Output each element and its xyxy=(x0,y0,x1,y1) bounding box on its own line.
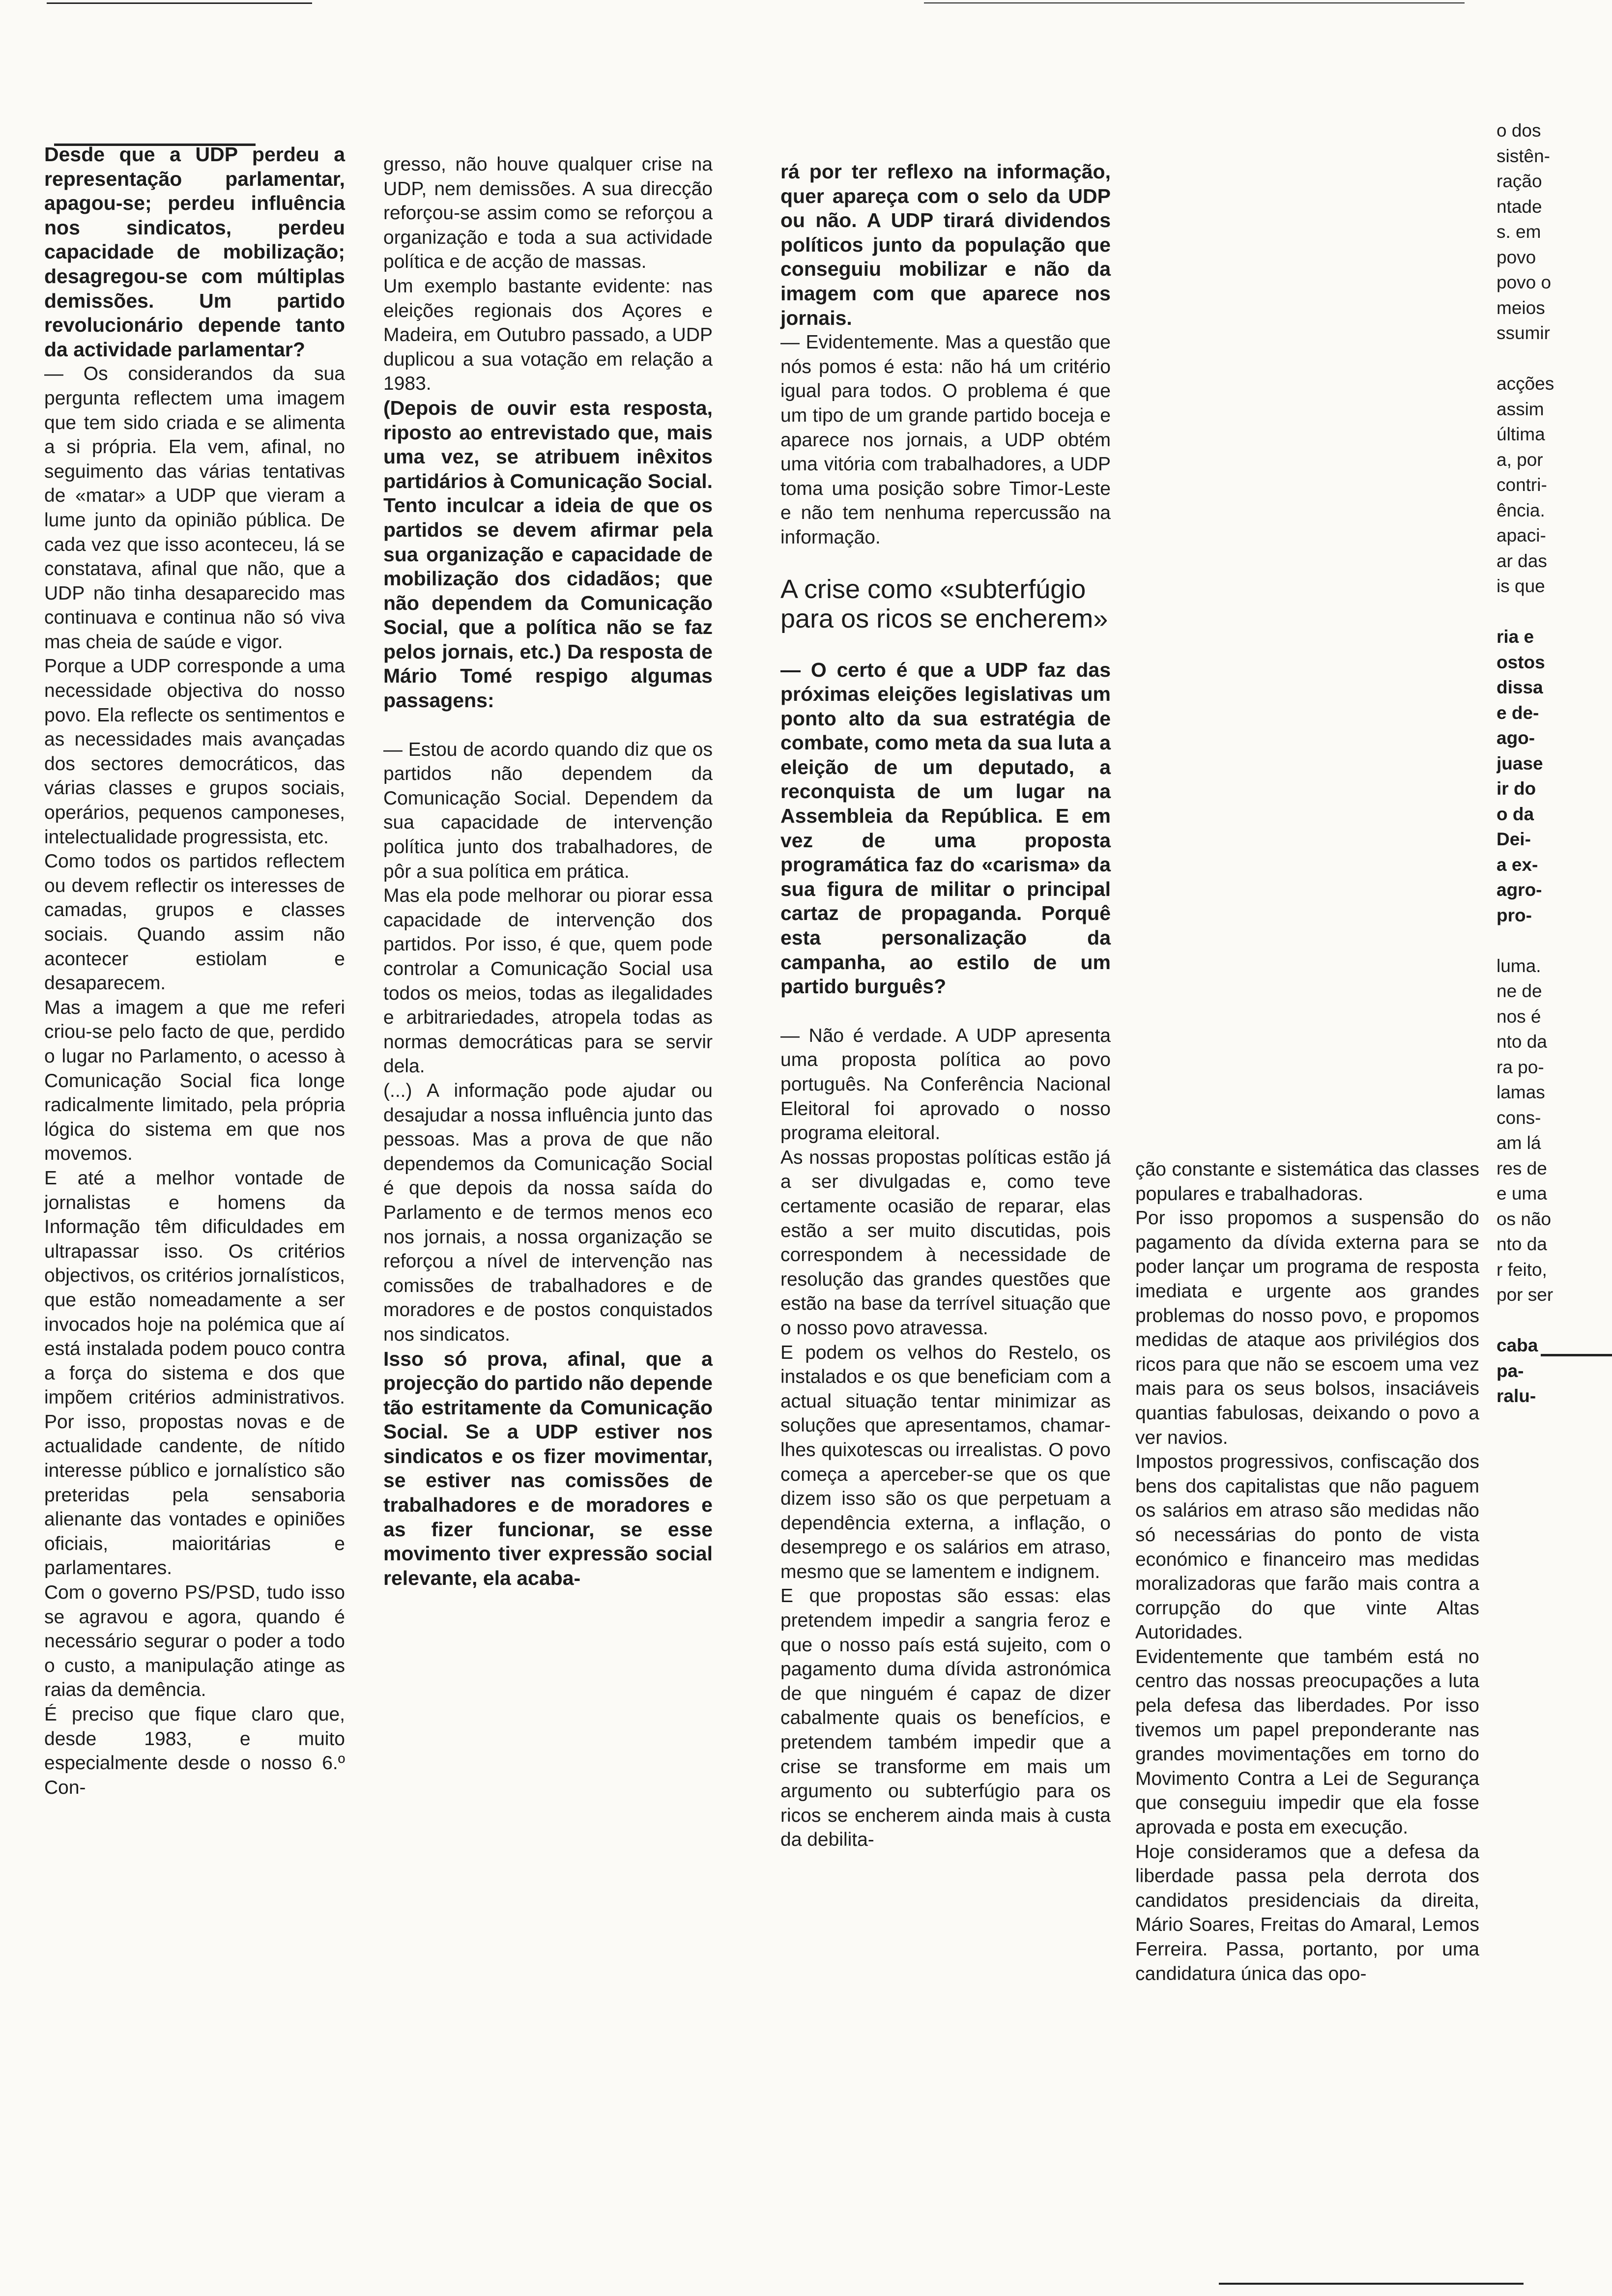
paragraph: — Os considerandos da sua pergunta reflectem uma imagem que tem sido criada e se alimenta a si própria. Ela vem, afinal, no seguimento das várias tentativas de «matar» a UDP que vieram a lume junto da opinião pública. De cada vez que isso aconteceu, lá se constatava, afinal que não, que a UDP não tinha desaparecido mas continuava e continua não só viva mas cheia de saúde e vigor. xyxy=(44,363,345,653)
clipped-line: contri- xyxy=(1497,475,1547,495)
clipped-line: dissa xyxy=(1497,677,1543,697)
clipped-line: ração xyxy=(1497,171,1542,191)
spacer xyxy=(780,550,1111,574)
clipped-line: ne de xyxy=(1497,981,1542,1001)
clipped-line: apaci- xyxy=(1497,525,1546,545)
interview-question: Desde que a UDP perdeu a representação parlamentar, apagou-se; perdeu influência nos sindicatos, perdeu capacidade de mobilização; desagregou-se com múltiplas demissões. Um partido revolucionário depende tanto da actividade parlamentar? xyxy=(44,143,345,361)
clipped-line xyxy=(1497,928,1612,953)
paragraph: — Estou de acordo quando diz que os partidos não dependem da Comunicação Social. Dependem da sua capacidade de intervenção política junto dos trabalhadores, de pôr a sua política em prática. xyxy=(383,739,713,882)
paragraph: Hoje consideramos que a defesa da liberdade passa pela derrota dos candidatos presidenciais da direita, Mário Soares, Freitas do Amaral, Lemos Ferreira. Passa, portanto, por uma candidatura única das opo- xyxy=(1135,1841,1479,1984)
clipped-line: is que xyxy=(1497,576,1545,596)
clipped-line: res de xyxy=(1497,1158,1547,1178)
column-5-clipped xyxy=(1497,118,1612,1409)
paragraph: gresso, não houve qualquer crise na UDP, nem demissões. A sua direcção reforçou-se assim como se reforçou a organização e toda a sua actividade política e de acção de massas. xyxy=(383,154,713,273)
spacer xyxy=(383,713,713,738)
paragraph: Mas a imagem a que me referi criou-se pelo facto de que, perdido o lugar no Parlamento, o acesso à Comunicação Social fica longe radicalmente limitado, pela própria lógica do sistema em que nos movemos. xyxy=(44,997,345,1165)
clipped-line: ência. xyxy=(1497,500,1545,520)
paragraph: Porque a UDP corresponde a uma necessidade objectiva do nosso povo. Ela reflecte os sentimentos e as necessidades mais avançadas dos sectores democráticos, das várias classes e grupos sociais, operários, pequenos camponeses, intelectualidade progressista, etc. xyxy=(44,656,345,848)
interview-question: Isso só prova, afinal, que a projecção do partido não depende tão estritamente da Comunicação Social. Se a UDP estiver nos sindicatos e os fizer movimentar, se estiver nas comissões de trabalhadores e de moradores e as fizer funcionar, se esse movimento tiver expressão social relevante, ela acaba- xyxy=(383,1347,713,1589)
clipped-line: agro- xyxy=(1497,880,1542,900)
clipped-line: o da xyxy=(1497,804,1534,824)
paragraph: Mas ela pode melhorar ou piorar essa capacidade de intervenção dos partidos. Por isso, é que, quem pode controlar a Comunicação Social usa todos os meios, todas as ilegalidades e arbitrariedades, atropela todas as normas democráticas para se servir dela. xyxy=(383,885,713,1077)
interviewer-note: (Depois de ouvir esta resposta, riposto ao entrevistado que, mais uma vez, se atribuem inêxitos partidários à Comunicação Social. Tento inculcar a ideia de que os partidos se devem afirmar pela sua organização e capacidade de mobilização dos cidadãos; que não dependem da Comunicação Social, que a política não se faz pelos jornais, etc.) Da resposta de Mário Tomé respigo algumas passagens: xyxy=(383,396,713,712)
clipped-line: nto da xyxy=(1497,1234,1547,1254)
paragraph: Impostos progressivos, confiscação dos bens dos capitalistas que não paguem os salários em atraso são medidas não só necessárias do ponto de vista económico e financeiro mas medidas moralizadoras que farão mais contra a corrupção do que vinte Altas Autoridades. xyxy=(1135,1451,1479,1643)
spacer xyxy=(780,999,1111,1024)
clipped-line: assim xyxy=(1497,399,1544,419)
paragraph: E que propostas são essas: elas pretendem impedir a sangria feroz e que o nosso país está sujeito, com o pagamento duma dívida astronómica de que ninguém é capaz de dizer cabalmente quais os benefícios, e pretendem também impedir que a crise se transforme em mais um argumento ou subterfúgio para os ricos se encherem ainda mais à custa da debilita- xyxy=(780,1585,1111,1851)
paragraph: — Evidentemente. Mas a questão que nós pomos é esta: não há um critério igual para todos. O problema é que um tipo de um grande partido boceja e aparece nos jornais, a UDP obtém uma vitória com trabalhadores, a UDP toma uma posição sobre Timor-Leste e não tem nenhuma repercussão na informação. xyxy=(780,332,1111,548)
column-1 xyxy=(44,143,345,1800)
paragraph: E podem os velhos do Restelo, os instalados e os que beneficiam com a actual situação tentar minimizar as soluções que apresentamos, chamar-lhes quixotescas ou irrealistas. O povo começa a aperceber-se que os que dizem isso são os que perpetuam a dependência externa, a inflação, o desemprego e os salários em atraso, mesmo que se lamentem e indignem. xyxy=(780,1342,1111,1582)
clipped-line: ostos xyxy=(1497,652,1545,672)
column-3 xyxy=(780,160,1111,1852)
paragraph: Evidentemente que também está no centro das nossas preocupações a luta pela defesa das liberdades. Por isso tivemos um papel preponderante nas grandes movimentações em torno do Movimento Contra a Lei de Segurança que conseguiu impedir que ela fosse aprovada e posta em execução. xyxy=(1135,1646,1479,1838)
paragraph: — Não é verdade. A UDP apresenta uma proposta política ao povo português. Na Conferência Nacional Eleitoral foi aprovado o nosso programa eleitoral. xyxy=(780,1025,1111,1144)
clipped-line: o dos xyxy=(1497,120,1541,141)
clipped-line: nto da xyxy=(1497,1032,1547,1052)
clipped-line: povo o xyxy=(1497,272,1552,292)
clipped-line: os não xyxy=(1497,1208,1552,1229)
clipped-line: última xyxy=(1497,424,1545,444)
clipped-line: ar das xyxy=(1497,550,1547,571)
clipped-line: ssumir xyxy=(1497,323,1550,343)
paragraph: E até a melhor vontade de jornalistas e homens da Informação têm dificuldades em ultrapassar isso. Os critérios objectivos, os critérios jornalísticos, que estão nomeadamente a ser invocados hoje na polémica que aí está instalada podem pouco contra a força do sistema e dos que impõem critérios administrativos. Por isso, propostas novas e de actualidade candente, de nítido interesse público e jornalístico são preteridas pela sensaboria alienante das vontades e opiniões oficiais, maioritárias e parlamentares. xyxy=(44,1167,345,1579)
clipped-line: e de- xyxy=(1497,702,1539,723)
clipped-line: ago- xyxy=(1497,728,1535,748)
clipped-line: cons- xyxy=(1497,1107,1541,1128)
clipped-line: ra po- xyxy=(1497,1057,1544,1077)
section-subhead: A crise como «subterfúgio para os ricos se encherem» xyxy=(780,574,1108,633)
clipped-line: Dei- xyxy=(1497,829,1531,849)
bottom-rule xyxy=(1219,2283,1524,2285)
clipped-line: pro- xyxy=(1497,905,1532,925)
clipped-line xyxy=(1497,346,1612,372)
clipped-line: ntade xyxy=(1497,196,1542,217)
column-4 xyxy=(1135,1157,1479,1986)
clipped-line xyxy=(1497,599,1612,625)
clipped-line: por ser xyxy=(1497,1285,1554,1305)
paragraph: É preciso que fique claro que, desde 1983, e muito especialmente desde o nosso 6.º Con- xyxy=(44,1704,345,1798)
paragraph: Como todos os partidos reflectem ou devem reflectir os interesses de camadas, grupos e classes sociais. Quando assim não acontecer estiolam e desaparecem. xyxy=(44,851,345,994)
clipped-line: acções xyxy=(1497,373,1554,394)
clipped-line: juase xyxy=(1497,753,1543,774)
interview-question: rá por ter reflexo na informação, quer apareça com o selo da UDP ou não. A UDP tirará dividendos políticos junto da população que conseguiu mobilizar e não da imagem com que aparece nos jornais. xyxy=(780,160,1111,329)
column-2 xyxy=(383,152,713,1590)
paragraph: Um exemplo bastante evidente: nas eleições regionais dos Açores e Madeira, em Outubro passado, a UDP duplicou a sua votação em relação a 1983. xyxy=(383,275,713,395)
paragraph: (...) A informação pode ajudar ou desajudar a nossa influência junto das pessoas. Mas a prova de que não dependemos da Comunicação Social é que depois da nossa saída do Parlamento e de termos menos eco nos jornais, a nossa organização se reforçou a nível de intervenção nas comissões de trabalhadores e de moradores e de postos conquistados nos sindicatos. xyxy=(383,1080,713,1345)
clipped-line xyxy=(1497,1308,1612,1333)
clipped-line: e uma xyxy=(1497,1183,1547,1204)
clipped-line: luma. xyxy=(1497,955,1541,976)
clipped-line: lamas xyxy=(1497,1082,1545,1102)
clipped-line: meios xyxy=(1497,297,1545,318)
clipped-line: pa- xyxy=(1497,1360,1524,1381)
clipped-line: a, por xyxy=(1497,449,1543,470)
clipped-line: nos é xyxy=(1497,1006,1541,1027)
clipped-line: ralu- xyxy=(1497,1386,1536,1406)
clipped-line: s. em xyxy=(1497,222,1541,242)
clipped-line: ir do xyxy=(1497,778,1536,799)
clipped-line: caba xyxy=(1497,1335,1538,1355)
clipped-line: r feito, xyxy=(1497,1259,1547,1280)
paragraph: As nossas propostas políticas estão já a ser divulgadas e, como teve certamente ocasião de reparar, elas estão a ser muito discutidas, pois correspondem à necessidade de resolução das grandes questões que estão na base da terrível situação que o nosso povo atravessa. xyxy=(780,1147,1111,1339)
clipped-line: am lá xyxy=(1497,1133,1541,1153)
clipped-line: sistên- xyxy=(1497,145,1550,166)
paragraph: ção constante e sistemática das classes populares e trabalhadoras. xyxy=(1135,1159,1479,1205)
top-rule-right xyxy=(924,2,1465,3)
interview-question: — O certo é que a UDP faz das próximas eleições legislativas um ponto alto da sua estratégia de combate, como meta da sua luta a eleição de um deputado, a reconquista de um lugar na Assembleia da República. E em vez de uma proposta programática faz do «carisma» da sua figura de militar o principal cartaz de propaganda. Porquê esta personalização da campanha, ao estilo de um partido burguês? xyxy=(780,658,1111,998)
paragraph: Com o governo PS/PSD, tudo isso se agravou e agora, quando é necessário segurar o poder a todo o custo, a manipulação atinge as raias da demência. xyxy=(44,1582,345,1701)
clipped-line: a ex- xyxy=(1497,854,1538,875)
spacer xyxy=(780,633,1111,658)
paragraph: Por isso propomos a suspensão do pagamento da dívida externa para se poder lançar um programa de resposta imediata e urgente aos grandes problemas do nosso povo, e propomos medidas de ataque aos privilégios dos ricos para que não se escoem uma vez mais para os seus bolsos, insaciáveis quantias fabulosas, deixando o povo a ver navios. xyxy=(1135,1207,1479,1448)
clipped-line: ria e xyxy=(1497,627,1534,647)
top-rule-left xyxy=(47,2,312,4)
clipped-line: povo xyxy=(1497,247,1536,267)
